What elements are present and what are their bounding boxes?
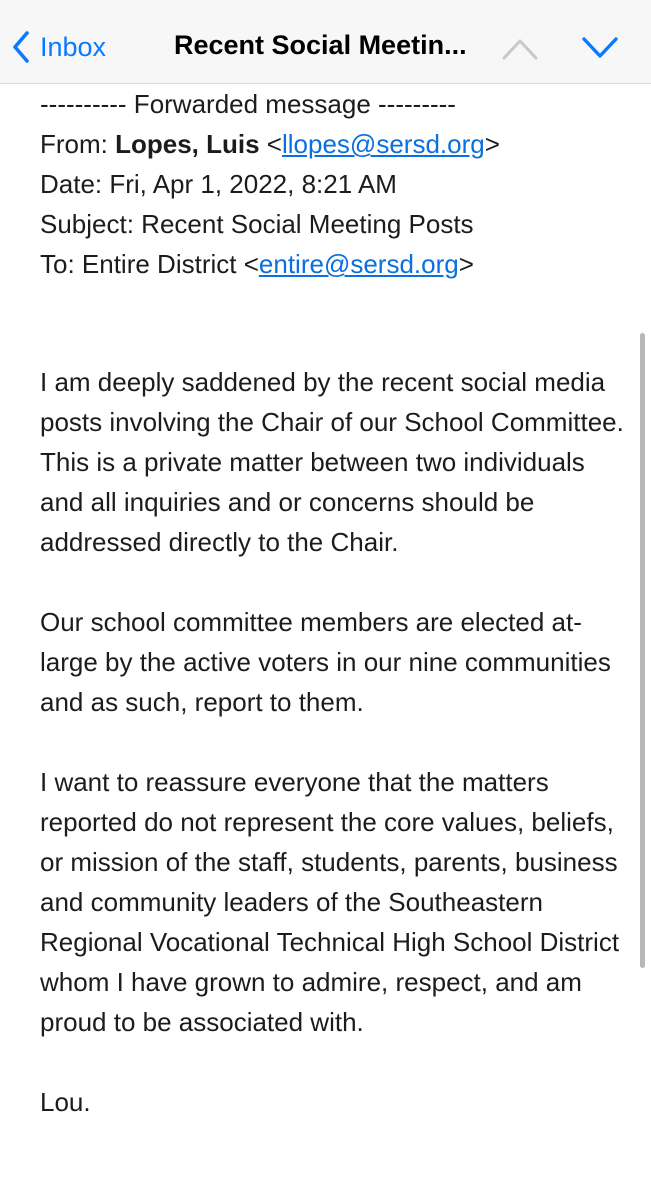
previous-message-button[interactable]: [500, 30, 540, 66]
message-title: Recent Social Meetin...: [174, 30, 467, 60]
chevron-up-icon: [500, 30, 540, 66]
to-line: To: Entire District <entire@sersd.org>: [40, 249, 474, 279]
date-line: Date: Fri, Apr 1, 2022, 8:21 AM: [40, 169, 397, 199]
back-to-inbox-button[interactable]: [10, 26, 106, 68]
back-label: Inbox: [40, 31, 107, 62]
message-content: [40, 84, 630, 1122]
sender-email-link[interactable]: llopes@sersd.org: [282, 129, 485, 159]
message-body: [40, 362, 630, 1122]
body-paragraph: I want to reassure everyone that the matters reported do not represent the core values, beliefs, or mission of the staff, students, parents, business and community leaders of the Southeastern Regional Vocational Technical High School District whom I have grown to admire, respect, and am proud to be associated with.: [40, 767, 620, 1037]
navigation-bar: [0, 0, 651, 84]
chevron-left-icon: [10, 29, 32, 65]
to-label: To: Entire District: [40, 249, 244, 279]
scrollbar[interactable]: [640, 333, 645, 968]
chevron-down-icon: [580, 30, 620, 66]
signature: Lou.: [40, 1087, 91, 1117]
body-paragraph: I am deeply saddened by the recent social media posts involving the Chair of our School Committee. This is a private matter between two individuals and all inquiries and or concerns should be addressed directly to the Chair.: [40, 367, 624, 557]
subject-line: Subject: Recent Social Meeting Posts: [40, 209, 474, 239]
from-label: From:: [40, 129, 116, 159]
from-line: From: Lopes, Luis <llopes@sersd.org>: [40, 129, 500, 159]
body-paragraph: Our school committee members are elected at-large by the active voters in our nine communities and as such, report to them.: [40, 607, 611, 717]
recipient-email-link[interactable]: entire@sersd.org: [258, 249, 459, 279]
sender-name: Lopes, Luis: [115, 129, 260, 159]
next-message-button[interactable]: [580, 30, 620, 66]
forward-header: ---------- Forwarded message ---------: [40, 89, 456, 119]
